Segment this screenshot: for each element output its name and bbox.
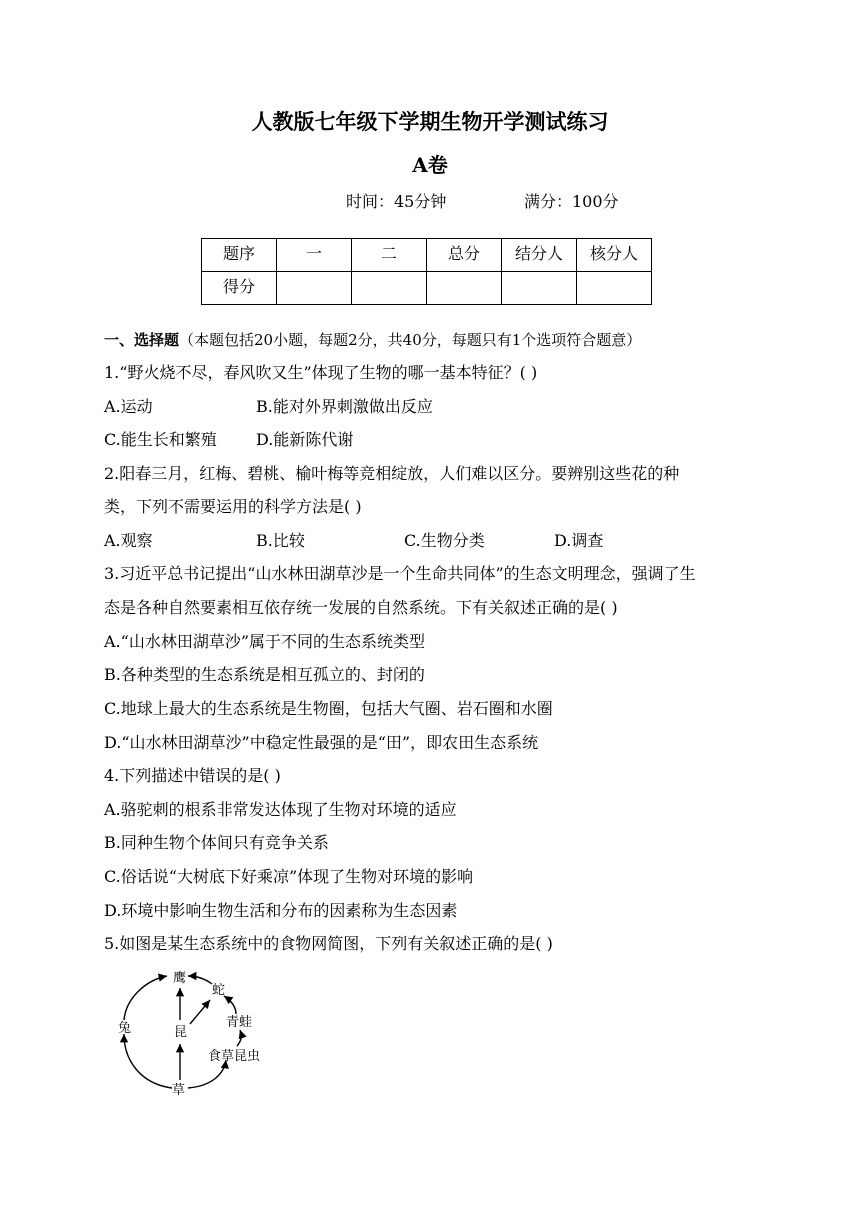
q3-option-a: A.“山水林田湖草沙”属于不同的生态系统类型 [104,632,426,651]
score-cell: 得分 [202,272,277,305]
score-input-cell [427,272,502,305]
q2-option-a: A.观察 [104,531,153,550]
q1-option-d: D.能新陈代谢 [256,430,354,449]
q1-option-b: B.能对外界刺激做出反应 [256,397,433,416]
q3-option-b: B.各种类型的生态系统是相互孤立的、封闭的 [104,665,425,684]
score-cell: 总分 [427,239,502,272]
score-table [201,238,652,305]
food-web-svg [112,962,272,1102]
question-2-stem-line2: 类，下列不需要运用的科学方法是( ) [104,497,362,516]
q2-option-b: B.比较 [256,531,305,550]
score-cell: 一 [277,239,352,272]
score-input-cell [277,272,352,305]
question-3-stem-line2: 态是各种自然要素相互依存统一发展的自然系统。下有关叙述正确的是( ) [104,598,618,617]
node-eagle: 鹰 [173,971,187,986]
score-input-cell [502,272,577,305]
score-input-cell [352,272,427,305]
q3-option-c: C.地球上最大的生态系统是生物圈，包括大气圈、岩石圈和水圈 [104,699,553,718]
edge-rabbit-eagle [124,976,167,1020]
score-input-cell [577,272,652,305]
node-frog: 青蛙 [226,1015,253,1030]
score-table-score-row [202,272,652,305]
paper-label: A卷 [412,153,448,177]
question-4-stem: 4.下列描述中错误的是( ) [104,766,281,785]
edge-grass-herbinsect [188,1060,226,1088]
q2-option-c: C.生物分类 [404,531,485,550]
q1-option-a: A.运动 [104,397,153,416]
edge-frog-snake [224,996,236,1014]
section-title: 一、选择题 [104,331,180,349]
q3-option-d: D.“山水林田湖草沙”中稳定性最强的是“田”，即农田生态系统 [104,733,539,752]
score-cell: 核分人 [577,239,652,272]
section-note: （本题包括20小题，每题2分，共40分，每题只有1个选项符合题意） [179,331,642,349]
edge-herbinsect-frog [237,1030,241,1046]
q2-option-d: D.调查 [554,531,604,550]
score-table-header-row [202,239,652,272]
edge-snake-eagle [188,976,212,984]
edge-insect-snake [190,1000,210,1024]
node-snake: 蛇 [212,983,226,998]
q4-option-d: D.环境中影响生物生活和分布的因素称为生态因素 [104,901,458,920]
section-heading [104,329,641,350]
question-1-stem: 1.“野火烧不尽，春风吹又生”体现了生物的哪一基本特征？( ) [104,363,538,382]
question-3-stem-line1: 3.习近平总书记提出“山水林田湖草沙是一个生命共同体”的生态文明理念，强调了生 [104,564,696,583]
q4-option-a: A.骆驼刺的根系非常发达体现了生物对环境的适应 [104,800,457,819]
question-5-stem: 5.如图是某生态系统中的食物网简图，下列有关叙述正确的是( ) [104,934,553,953]
edge-grass-rabbit [124,1034,172,1088]
node-herb-insect: 食草昆虫 [208,1049,261,1064]
score-cell: 结分人 [502,239,577,272]
node-grass: 草 [172,1083,186,1098]
food-web-diagram [112,962,272,1102]
score-cell: 题序 [202,239,277,272]
node-insect: 昆 [174,1025,188,1040]
node-rabbit: 兔 [118,1021,132,1036]
page-title: 人教版七年级下学期生物开学测试练习 [251,109,609,134]
q1-option-c: C.能生长和繁殖 [104,430,217,449]
exam-time: 时间：45分钟 [346,192,447,211]
q4-option-c: C.俗话说“大树底下好乘凉”体现了生物对环境的影响 [104,867,474,886]
score-cell: 二 [352,239,427,272]
question-2-stem-line1: 2.阳春三月，红梅、碧桃、榆叶梅等竞相绽放，人们难以区分。要辨别这些花的种 [104,464,680,483]
full-score: 满分：100分 [524,192,619,211]
q4-option-b: B.同种生物个体间只有竞争关系 [104,833,329,852]
